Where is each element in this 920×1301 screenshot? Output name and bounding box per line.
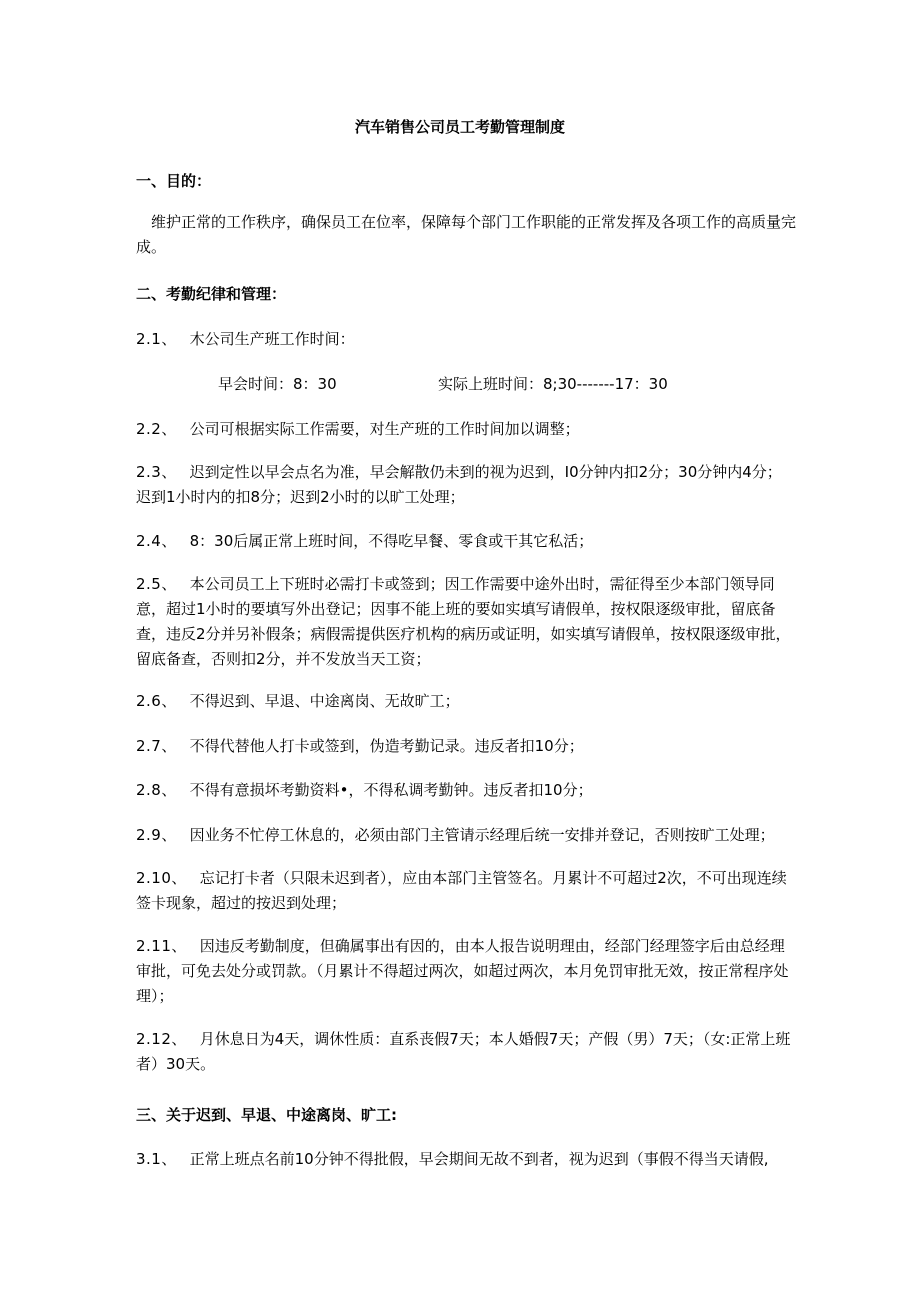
clause-number: 2.2、 (136, 420, 177, 438)
clause-number: 2.8、 (136, 781, 177, 799)
morning-meeting-time: 早会时间：8：30 (218, 375, 337, 393)
clause-number: 2.1、 (136, 330, 177, 348)
clause-2-10 (136, 866, 796, 916)
clause-text: 不得迟到、早退、中途离岗、无故旷工； (189, 692, 460, 710)
clause-number: 2.4、 (136, 532, 177, 550)
section2-heading: 二、考勤纪律和管理： (136, 285, 287, 303)
clause-number: 2.5、 (136, 575, 177, 593)
clause-text: 不得有意损坏考勤资料•，不得私调考勤钟。违反者扣10分； (189, 781, 593, 799)
clause-text: 月休息日为4天，调休性质：直系丧假7天；本人婚假7天；产假（男）7天；（女:正常上班者）30天。 (136, 1030, 791, 1073)
section1-heading: 一、目的： (136, 172, 212, 190)
clause-2-7 (136, 735, 584, 757)
document-title: 汽车销售公司员工考勤管理制度 (354, 118, 565, 136)
clause-2-8 (136, 779, 593, 801)
clause-text: 8：30后属正常上班时间，不得吃早餐、零食或干其它私活； (189, 532, 594, 550)
clause-text: 木公司生产班工作时间： (189, 330, 355, 348)
clause-2-1 (136, 328, 355, 350)
clause-text: 本公司员工上下班时必需打卡或签到；因工作需要中途外出时，需征得至少本部门领导同意，超过1小时的要填写外出登记；因事不能上班的要如实填写请假单，按权限逐级审批，留底备查，违反2分并另补假条；病假需提供医疗机构的病历或证明，如实填写请假单，按权限逐级审批，留底备查，否则扣2分，并不发放当天工资； (136, 575, 791, 668)
section1-body: 维护正常的工作秩序，确保员工在位率，保障每个部门工作职能的正常发挥及各项工作的高质量完成。 (136, 213, 797, 256)
clause-number: 3.1、 (136, 1150, 177, 1168)
clause-text: 因业务不忙停工休息的，必须由部门主管请示经理后统一安排并登记，否则按旷工处理； (189, 826, 775, 844)
clause-number: 2.12、 (136, 1030, 187, 1048)
clause-text: 不得代替他人打卡或签到，伪造考勤记录。违反者扣10分； (189, 737, 584, 755)
clause-text: 忘记打卡者（只限未迟到者），应由本部门主管签名。月累计不可超过2次，不可出现连续签卡现象，超过的按迟到处理； (136, 869, 787, 912)
clause-2-6 (136, 690, 460, 712)
clause-3-1 (136, 1148, 769, 1170)
clause-2-9 (136, 824, 775, 846)
actual-work-hours: 实际上班时间：8;30-------17：30 (438, 375, 668, 393)
section3-heading: 三、关于迟到、早退、中途离岗、旷工: (136, 1106, 398, 1124)
clause-2-12 (136, 1027, 796, 1077)
clause-number: 2.9、 (136, 826, 177, 844)
clause-number: 2.3、 (136, 463, 177, 481)
clause-2-5 (136, 572, 796, 672)
clause-text: 因违反考勤制度，但确属事出有因的，由本人报告说明理由，经部门经理签字后由总经理审批，可免去处分或罚款。（月累计不得超过两次，如超过两次，本月免罚审批无效，按正常程序处理）； (136, 937, 789, 1005)
clause-2-3 (136, 460, 796, 510)
clause-text: 公司可根据实际工作需要，对生产班的工作时间加以调整； (189, 420, 580, 438)
clause-2-4 (136, 530, 593, 552)
clause-text: 迟到定性以早会点名为准，早会解散仍未到的视为迟到，I0分钟内扣2分；30分钟内4分；迟到1小时内的扣8分；迟到2小时的以旷工处理； (136, 463, 782, 506)
clause-text: 正常上班点名前10分钟不得批假，早会期间无故不到者，视为迟到（事假不得当天请假, (189, 1150, 769, 1168)
clause-number: 2.10、 (136, 869, 187, 887)
clause-number: 2.11、 (136, 937, 187, 955)
clause-number: 2.6、 (136, 692, 177, 710)
clause-2-11 (136, 934, 796, 1009)
clause-2-2 (136, 418, 580, 440)
clause-number: 2.7、 (136, 737, 177, 755)
